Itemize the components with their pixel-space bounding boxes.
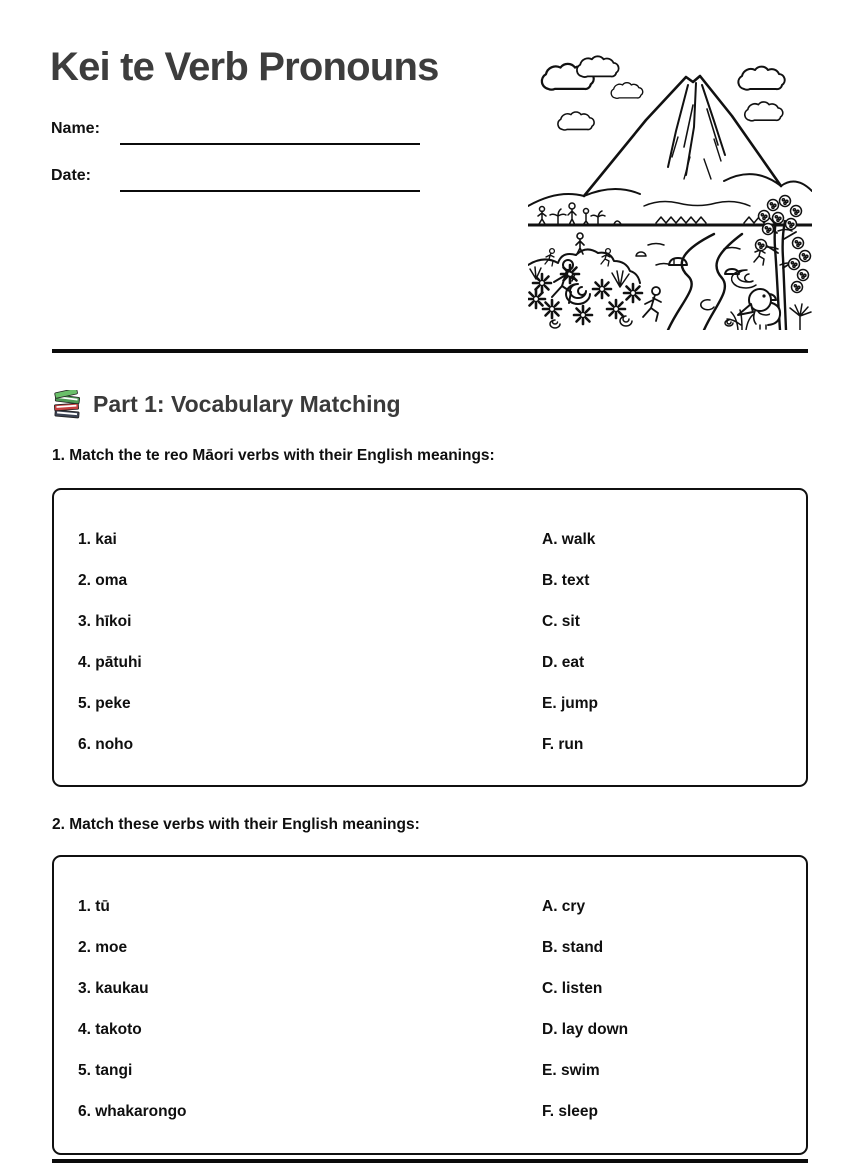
page-title: Kei te Verb Pronouns <box>50 45 439 89</box>
worksheet-header <box>0 0 860 349</box>
match2-option-c: C. listen <box>542 980 603 997</box>
match2-term-5: 5. tangi <box>78 1062 133 1079</box>
name-label: Name: <box>51 120 100 137</box>
match2-term-3: 3. kaukau <box>78 980 149 997</box>
match1-option-d: D. eat <box>542 654 585 671</box>
question2-prompt: 2. Match these verbs with their English meanings: <box>52 816 420 833</box>
date-label: Date: <box>51 167 92 184</box>
match2-term-6: 6. whakarongo <box>78 1103 187 1120</box>
match2-option-f: F. sleep <box>542 1103 598 1120</box>
match1-option-a: A. walk <box>542 531 596 548</box>
mountain-scene-svg <box>528 53 812 330</box>
part1-heading-row <box>52 389 860 419</box>
match1-term-1: 1. kai <box>78 531 117 548</box>
question1-prompt: 1. Match the te reo Māori verbs with their English meanings: <box>52 447 495 464</box>
match1-option-c: C. sit <box>542 613 580 630</box>
name-input-line[interactable] <box>120 123 420 145</box>
match1-option-f: F. run <box>542 736 584 753</box>
match2-term-4: 4. takoto <box>78 1021 142 1038</box>
match2-option-a: A. cry <box>542 898 586 915</box>
match1-option-e: E. jump <box>542 695 598 712</box>
match1-term-6: 6. noho <box>78 736 134 753</box>
part1-heading: Part 1: Vocabulary Matching <box>93 390 401 417</box>
name-field <box>51 120 421 170</box>
part1-section <box>0 389 860 1155</box>
matching-box-1 <box>52 488 808 787</box>
match1-option-b: B. text <box>542 572 590 589</box>
match1-term-2: 2. oma <box>78 572 128 589</box>
date-field <box>51 167 421 217</box>
match1-term-4: 4. pātuhi <box>78 654 142 671</box>
match2-term-1: 1. tū <box>78 898 110 915</box>
matching-box-2 <box>52 855 808 1155</box>
match2-option-e: E. swim <box>542 1062 600 1079</box>
match2-option-b: B. stand <box>542 939 604 956</box>
books-icon <box>52 390 82 419</box>
date-input-line[interactable] <box>120 170 420 192</box>
bottom-section-divider <box>52 1159 808 1163</box>
match1-term-3: 3. hīkoi <box>78 613 132 630</box>
mountain-scene-illustration <box>528 53 812 330</box>
match2-option-d: D. lay down <box>542 1021 629 1038</box>
match2-term-2: 2. moe <box>78 939 128 956</box>
match1-term-5: 5. peke <box>78 695 131 712</box>
section-divider <box>52 349 808 353</box>
